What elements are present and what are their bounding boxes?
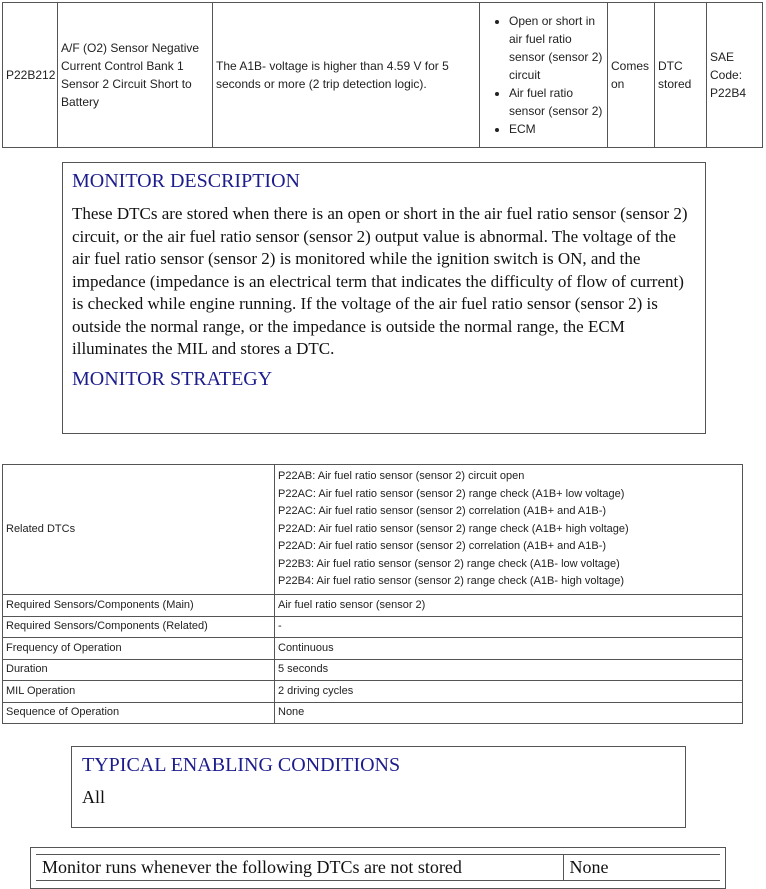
list-item: P22B4: Air fuel ratio sensor (sensor 2) range check (A1B- high voltage) [278, 575, 625, 588]
list-item: • Air fuel ratio sensor (sensor 2) [509, 84, 604, 120]
table-row [3, 659, 743, 681]
row-value: Air fuel ratio sensor (sensor 2) [275, 595, 743, 617]
list-item: P22AC: Air fuel ratio sensor (sensor 2) correlation (A1B+ and A1B-) [278, 505, 607, 518]
row-value: - [275, 616, 743, 638]
mil-status: Comes on [608, 3, 655, 148]
list-item: P22AC: Air fuel ratio sensor (sensor 2) range check (A1B+ low voltage) [278, 487, 625, 500]
list-item: P22AB: Air fuel ratio sensor (sensor 2) circuit open [278, 470, 525, 483]
table-row [3, 595, 743, 617]
monitor-description-text: These DTCs are stored when there is an open or short in the air fuel ratio sensor (sensor 2) circuit, or the air fuel ratio sensor (sensor 2) output value is abnormal. The voltage of the air fuel ratio sensor (sensor 2) is monitored while the ignition switch is ON, and the impedance (impedance is an electrical term that indicates the difficulty of flow of current) is checked while engine running. If the voltage of the air fuel ratio sensor (sensor 2) is outside the normal range, or the impedance is outside the normal range, the ECM illuminates the MIL and stores a DTC. [72, 204, 688, 358]
table-row [3, 465, 743, 595]
monitor-description-heading: MONITOR DESCRIPTION [72, 170, 300, 192]
list-item: • Open or short in air fuel ratio sensor (sensor 2) circuit [509, 12, 604, 84]
row-label: Required Sensors/Components (Main) [3, 595, 275, 617]
table-row [3, 681, 743, 703]
dtc-not-stored-table [36, 854, 720, 881]
dtc-table [2, 2, 763, 148]
trouble-areas [480, 3, 608, 148]
row-label: Sequence of Operation [3, 702, 275, 724]
table-row [3, 3, 763, 148]
list-item: • ECM [509, 120, 604, 138]
table-row [3, 616, 743, 638]
monitor-strategy-heading: MONITOR STRATEGY [72, 367, 273, 390]
row-label: MIL Operation [3, 681, 275, 703]
dtc-not-stored-label: Monitor runs whenever the following DTCs are not stored [36, 855, 563, 881]
table-row [36, 855, 720, 881]
row-value: 5 seconds [275, 659, 743, 681]
memory-status: DTC stored [655, 3, 707, 148]
dtc-not-stored-box [30, 847, 726, 889]
related-dtcs-list [275, 465, 743, 595]
list-item: P22AD: Air fuel ratio sensor (sensor 2) correlation (A1B+ and A1B-) [278, 540, 607, 553]
sae-code: SAE Code: P22B4 [707, 3, 763, 148]
enabling-conditions-heading: TYPICAL ENABLING CONDITIONS [82, 754, 401, 776]
row-value: None [275, 702, 743, 724]
dtc-detection-condition: The A1B- voltage is higher than 4.59 V for 5 seconds or more (2 trip detection logic). [213, 3, 480, 148]
trouble-area-list [483, 12, 604, 138]
dtc-code: P22B212 [3, 3, 58, 148]
monitor-strategy-table [2, 464, 743, 724]
table-row [3, 702, 743, 724]
row-value: Continuous [275, 638, 743, 660]
enabling-conditions-box [71, 746, 686, 828]
row-label: Frequency of Operation [3, 638, 275, 660]
list-item: P22AD: Air fuel ratio sensor (sensor 2) range check (A1B+ high voltage) [278, 522, 629, 535]
monitor-description-box [62, 162, 706, 434]
enabling-conditions-value: All [82, 787, 106, 807]
row-value: 2 driving cycles [275, 681, 743, 703]
row-label: Required Sensors/Components (Related) [3, 616, 275, 638]
row-label: Duration [3, 659, 275, 681]
table-row [3, 638, 743, 660]
dtc-description: A/F (O2) Sensor Negative Current Control Bank 1 Sensor 2 Circuit Short to Battery [58, 3, 213, 148]
dtc-not-stored-value: None [563, 855, 720, 881]
list-item: P22B3: Air fuel ratio sensor (sensor 2) range check (A1B- low voltage) [278, 557, 620, 570]
related-dtcs-label: Related DTCs [3, 465, 275, 595]
